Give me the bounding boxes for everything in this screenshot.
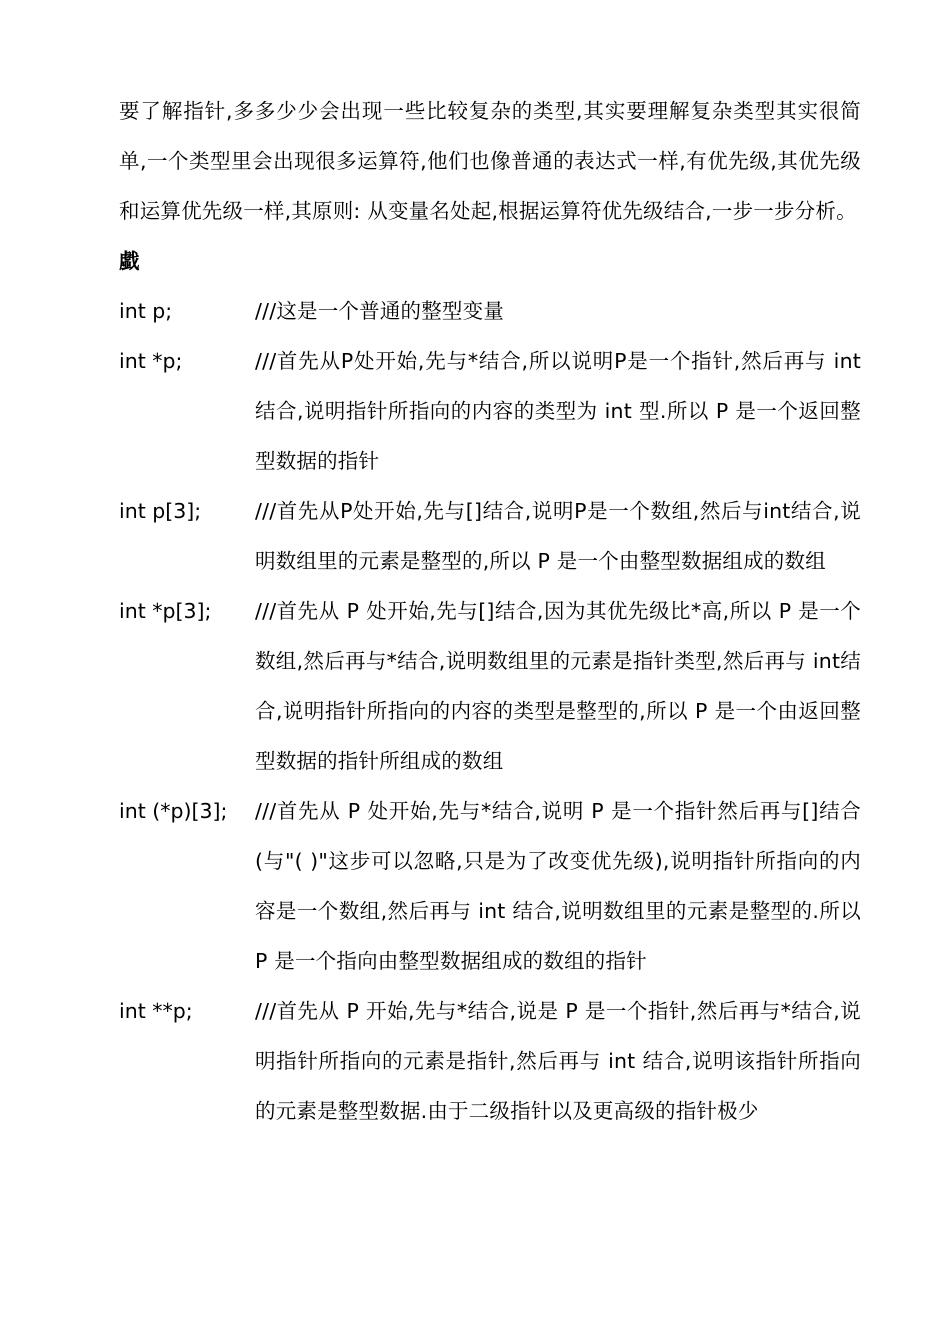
declaration-comment: ///首先从P处开始,先与[]结合,说明P是一个数组,然后与int结合,说明数组里的元素是整型的,所以 P 是一个由整型数据组成的数组: [255, 499, 861, 573]
declaration-comment: ///首先从P处开始,先与*结合,所以说明P是一个指针,然后再与 int 结合,说明指针所指向的内容的类型为 int 型.所以 P 是一个返回整型数据的指针: [255, 349, 861, 473]
declaration-code: int (*p)[3];: [119, 799, 228, 823]
declaration-entry: [119, 586, 861, 786]
declaration-comment: ///这是一个普通的整型变量: [255, 299, 505, 323]
declaration-code: int *p[3];: [119, 599, 212, 623]
document-page: [119, 86, 861, 1136]
declaration-entry: [119, 786, 861, 986]
declaration-entry: [119, 986, 861, 1136]
intro-paragraph: 要了解指针,多多少少会出现一些比较复杂的类型,其实要理解复杂类型其实很简单,一个类型里会出现很多运算符,他们也像普通的表达式一样,有优先级,其优先级和运算优先级一样,其原则: 从变量名处起,根据运算符优先级结合,一步一步分析。: [119, 99, 861, 223]
declaration-comment: ///首先从 P 处开始,先与*结合,说明 P 是一个指针然后再与[]结合(与"( )"这步可以忽略,只是为了改变优先级),说明指针所指向的内容是一个数组,然后再与 int 结合,说明数组里的元素是整型的.所以 P 是一个指向由整型数据组成的数组的指针: [255, 799, 861, 973]
declaration-code: int **p;: [119, 999, 193, 1023]
section-heading: 戱: [119, 249, 140, 273]
declaration-entry: [119, 286, 861, 336]
declaration-code: int p;: [119, 299, 173, 323]
declaration-entry: [119, 336, 861, 486]
declaration-comment: ///首先从 P 处开始,先与[]结合,因为其优先级比*高,所以 P 是一个数组,然后再与*结合,说明数组里的元素是指针类型,然后再与 int结合,说明指针所指向的内容的类型是整型的,所以 P 是一个由返回整型数据的指针所组成的数组: [255, 599, 861, 773]
declaration-code: int *p;: [119, 349, 183, 373]
declaration-comment: ///首先从 P 开始,先与*结合,说是 P 是一个指针,然后再与*结合,说明指针所指向的元素是指针,然后再与 int 结合,说明该指针所指向的元素是整型数据.由于二级指针以及更高级的指针极少: [255, 999, 861, 1123]
declaration-code: int p[3];: [119, 499, 202, 523]
declaration-entry: [119, 486, 861, 586]
